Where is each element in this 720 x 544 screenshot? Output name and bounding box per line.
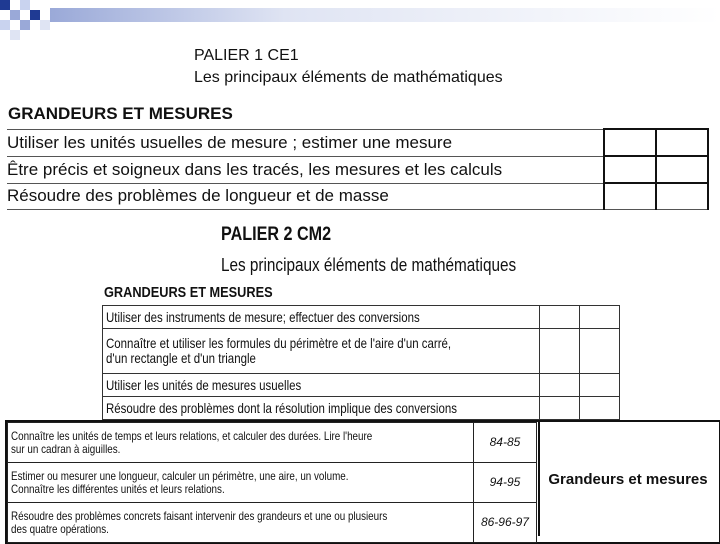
palier2-subtitle: Les principaux éléments de mathématiques: [221, 255, 517, 275]
table-row: [7, 183, 708, 210]
decorative-header-band: [0, 0, 720, 40]
check-box[interactable]: [604, 156, 656, 183]
row-line: Connaître les unités de temps et leurs relations, et calculer des durées. Lire l'heure: [11, 428, 373, 443]
table-row: [7, 156, 708, 183]
palier2-section-heading: GRANDEURS ET MESURES: [104, 284, 273, 301]
row-line: d'un rectangle et d'un triangle: [106, 350, 256, 366]
palier2-table: [102, 305, 620, 420]
palier2-row-label: [103, 374, 540, 397]
check-box[interactable]: [656, 129, 708, 156]
check-box[interactable]: [579, 397, 619, 420]
table-row: [103, 329, 620, 374]
check-box[interactable]: [579, 374, 619, 397]
check-box[interactable]: [539, 329, 579, 374]
competence-text: [8, 423, 474, 463]
palier1-row-label: Utiliser les unités usuelles de mesure ; estimer une mesure: [7, 129, 604, 156]
check-box[interactable]: [579, 329, 619, 374]
check-box[interactable]: [604, 129, 656, 156]
page-reference: 84-85: [473, 423, 536, 463]
check-box[interactable]: [656, 183, 708, 210]
table-row: [103, 397, 620, 420]
row-line: sur un cadran à aiguilles.: [11, 441, 121, 456]
table-row: [103, 306, 620, 329]
palier1-title: PALIER 1 CE1: [194, 47, 299, 64]
table-row: [103, 374, 620, 397]
row-line: Résoudre des problèmes dont la résolution implique des conversions: [106, 399, 457, 416]
check-box[interactable]: [539, 397, 579, 420]
palier1-subtitle: Les principaux éléments de mathématiques: [194, 69, 503, 86]
check-box[interactable]: [539, 306, 579, 329]
row-line: des quatre opérations.: [11, 521, 109, 536]
check-box[interactable]: [656, 156, 708, 183]
row-line: Utiliser les unités de mesures usuelles: [106, 376, 302, 393]
check-box[interactable]: [579, 306, 619, 329]
check-box[interactable]: [604, 183, 656, 210]
palier2-row-label: [103, 397, 540, 420]
page-reference: 94-95: [473, 463, 536, 503]
page-reference: 86-96-97: [473, 503, 536, 543]
palier1-row-label: Résoudre des problèmes de longueur et de masse: [7, 183, 604, 210]
palier2-title: PALIER 2 CM2: [221, 224, 332, 245]
palier1-table: [7, 128, 709, 210]
row-line: Résoudre des problèmes concrets faisant intervenir des grandeurs et une ou plusieurs: [11, 508, 388, 523]
row-line: Utiliser des instruments de mesure; effectuer des conversions: [106, 308, 420, 325]
table-row: [8, 503, 537, 543]
table-row: [8, 423, 537, 463]
table-row: [7, 129, 708, 156]
palier1-section-heading: GRANDEURS ET MESURES: [8, 104, 233, 123]
competence-text: [8, 503, 474, 543]
competence-text: [8, 463, 474, 503]
domain-label: Grandeurs et mesures: [538, 422, 716, 536]
competences-table: [7, 422, 537, 543]
row-line: Connaître les différentes unités et leurs relations.: [11, 481, 225, 496]
palier2-row-label: [103, 329, 540, 374]
palier1-row-label: Être précis et soigneux dans les tracés, les mesures et les calculs: [7, 156, 604, 183]
check-box[interactable]: [539, 374, 579, 397]
row-line: Connaître et utiliser les formules du périmètre et de l'aire d'un carré,: [106, 335, 452, 351]
palier2-row-label: [103, 306, 540, 329]
table-row: [8, 463, 537, 503]
row-line: Estimer ou mesurer une longueur, calculer un périmètre, une aire, un volume.: [11, 468, 349, 483]
